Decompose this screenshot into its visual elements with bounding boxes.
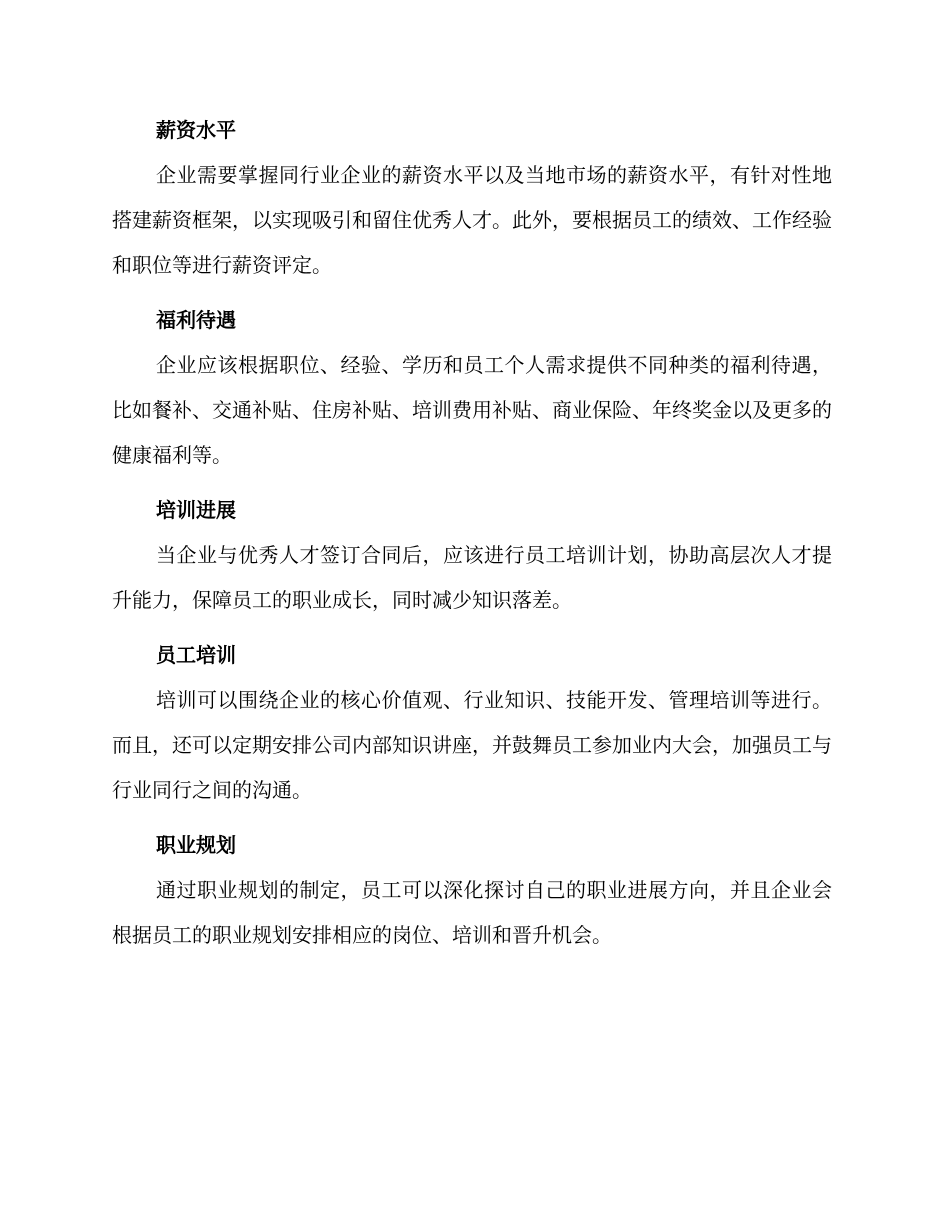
- section-paragraph: 当企业与优秀人才签订合同后，应该进行员工培训计划，协助高层次人才提升能力，保障员工的职业成长，同时减少知识落差。: [112, 543, 832, 612]
- section-heading: 职业规划: [156, 833, 236, 857]
- section-salary-level: [112, 110, 832, 288]
- section-paragraph: 通过职业规划的制定，员工可以深化探讨自己的职业进展方向，并且企业会根据员工的职业规划安排相应的岗位、培训和晋升机会。: [112, 878, 832, 947]
- section-paragraph: 企业应该根据职位、经验、学历和员工个人需求提供不同种类的福利待遇，比如餐补、交通补贴、住房补贴、培训费用补贴、商业保险、年终奖金以及更多的健康福利等。: [112, 353, 832, 467]
- section-heading: 员工培训: [156, 643, 236, 667]
- section-paragraph: 企业需要掌握同行业企业的薪资水平以及当地市场的薪资水平，有针对性地搭建薪资框架，以实现吸引和留住优秀人才。此外，要根据员工的绩效、工作经验和职位等进行薪资评定。: [112, 163, 832, 277]
- section-heading: 福利待遇: [156, 308, 236, 332]
- section-paragraph: 培训可以围绕企业的核心价值观、行业知识、技能开发、管理培训等进行。而且，还可以定期安排公司内部知识讲座，并鼓舞员工参加业内大会，加强员工与行业同行之间的沟通。: [112, 688, 832, 802]
- section-employee-training: [112, 635, 832, 813]
- document-body: [112, 110, 832, 958]
- section-heading: 培训进展: [156, 498, 236, 522]
- section-benefits: [112, 300, 832, 478]
- section-heading: 薪资水平: [156, 118, 236, 142]
- section-career-planning: [112, 825, 832, 958]
- section-training-progress: [112, 490, 832, 623]
